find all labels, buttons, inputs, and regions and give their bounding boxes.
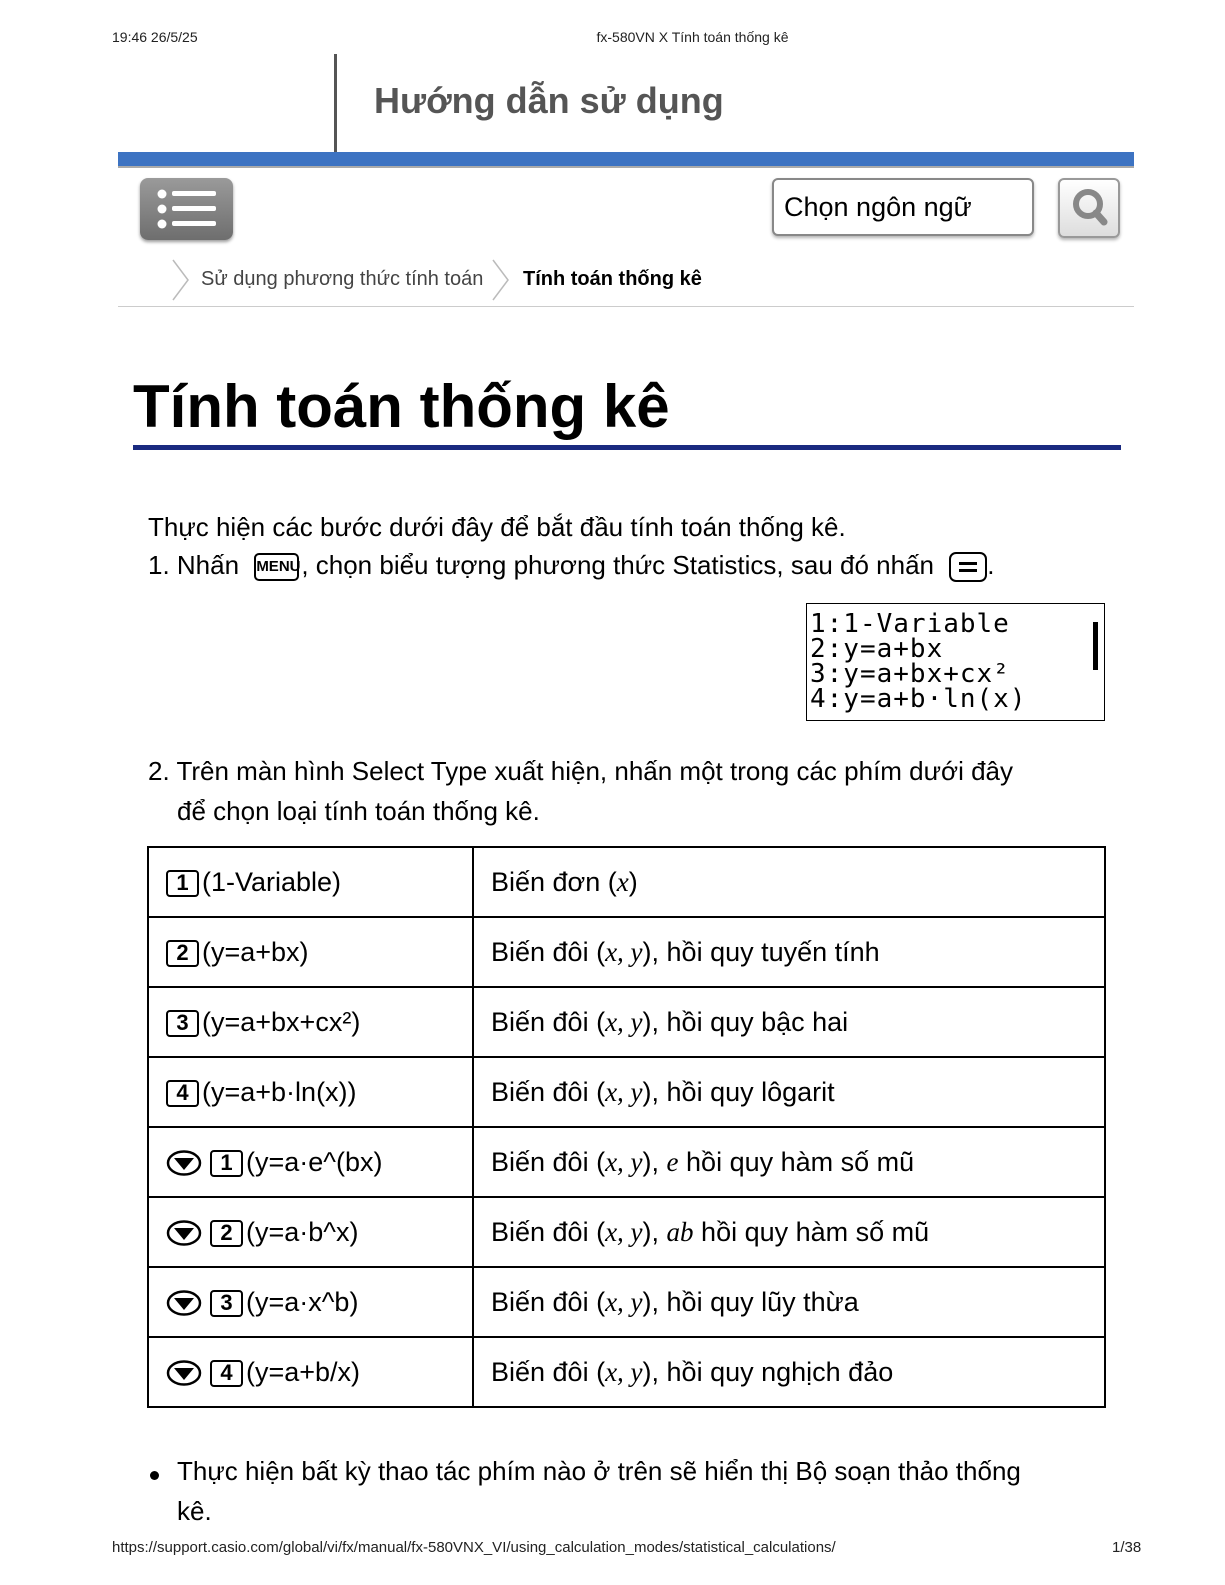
desc-tail: hồi quy hàm số mũ — [678, 1146, 915, 1177]
number-key: 1 — [166, 870, 199, 897]
desc-prefix: Biến đôi ( — [491, 1076, 606, 1107]
menu-key: MENU — [254, 553, 299, 581]
desc-variables: x, y — [605, 1076, 643, 1107]
step-2-line1: 2. Trên màn hình Select Type xuất hiện, nhấn một trong các phím dưới đây — [148, 756, 1014, 786]
type-label: (1-Variable) — [202, 866, 342, 897]
screen-line: 2:y=a+bx — [810, 634, 944, 664]
list-menu-icon — [140, 178, 233, 240]
print-doc-title: fx-580VN X Tính toán thống kê — [596, 29, 789, 45]
desc-variables: x — [616, 866, 629, 897]
key-cell — [148, 847, 473, 917]
number-key: 4 — [166, 1080, 199, 1107]
calculator-screen — [806, 603, 1105, 721]
key-cell — [148, 1197, 473, 1267]
desc-suffix: ), hồi quy tuyến tính — [642, 936, 880, 967]
breadcrumb-separator-icon — [170, 258, 192, 302]
key-cell — [148, 1057, 473, 1127]
bullet-dot — [150, 1471, 159, 1480]
desc-prefix: Biến đôi ( — [491, 1216, 606, 1247]
number-key: 3 — [166, 1010, 199, 1037]
description-cell — [473, 987, 1105, 1057]
description-cell — [473, 1267, 1105, 1337]
desc-suffix: ), hồi quy lôgarit — [642, 1076, 835, 1107]
breadcrumb-current: Tính toán thống kê — [523, 268, 702, 290]
table-row — [148, 1127, 1105, 1197]
type-label: (y=a·b^x) — [246, 1216, 359, 1247]
key-cell — [148, 917, 473, 987]
description-cell — [473, 1337, 1105, 1407]
desc-variables: x, y — [605, 1286, 643, 1317]
screen-line: 4:y=a+b·ln(x) — [810, 684, 1027, 714]
down-arrow-key-icon — [166, 1360, 202, 1386]
desc-tail: hồi quy hàm số mũ — [693, 1216, 930, 1247]
type-label: (y=a·e^(bx) — [246, 1146, 383, 1177]
menu-button[interactable] — [140, 178, 233, 240]
description-cell — [473, 917, 1105, 987]
down-arrow-key-icon — [166, 1290, 202, 1316]
step-1-prefix: 1. Nhấn — [148, 550, 240, 580]
desc-variables: x, y — [605, 1006, 643, 1037]
breadcrumb-separator-icon — [490, 258, 512, 302]
number-key: 2 — [210, 1220, 243, 1247]
desc-variables: x, y — [605, 1356, 643, 1387]
desc-variables: x, y — [605, 936, 643, 967]
execute-key-icon — [949, 552, 987, 582]
header-divider — [334, 54, 337, 152]
key-cell — [148, 1267, 473, 1337]
desc-suffix: ), hồi quy bậc hai — [642, 1006, 849, 1037]
step-1 — [148, 550, 994, 582]
description-cell — [473, 1057, 1105, 1127]
search-button[interactable] — [1058, 178, 1120, 238]
type-label: (y=a+b·ln(x)) — [202, 1076, 357, 1107]
desc-italic: ab — [666, 1216, 694, 1247]
type-label: (y=a·x^b) — [246, 1286, 359, 1317]
desc-prefix: Biến đôi ( — [491, 1006, 606, 1037]
desc-prefix: Biến đôi ( — [491, 1286, 606, 1317]
table-row — [148, 987, 1105, 1057]
number-key: 1 — [210, 1150, 243, 1177]
table-row — [148, 1267, 1105, 1337]
desc-variables: x, y — [605, 1146, 643, 1177]
number-key: 2 — [166, 940, 199, 967]
table-row — [148, 1057, 1105, 1127]
key-cell — [148, 1127, 473, 1197]
footer-page-number: 1/38 — [1112, 1539, 1142, 1556]
search-icon — [1060, 180, 1118, 236]
description-cell — [473, 1127, 1105, 1197]
number-key: 4 — [210, 1360, 243, 1387]
desc-prefix: Biến đôi ( — [491, 1146, 606, 1177]
key-cell — [148, 987, 473, 1057]
desc-suffix: ), — [642, 1146, 667, 1177]
desc-suffix: ), — [642, 1216, 667, 1247]
title-underline — [133, 445, 1121, 450]
header-bar — [118, 152, 1134, 168]
table-row — [148, 1337, 1105, 1407]
down-arrow-key-icon — [166, 1150, 202, 1176]
type-label: (y=a+bx) — [202, 936, 309, 967]
language-select[interactable]: Chọn ngôn ngữ — [772, 178, 1034, 236]
key-cell — [148, 1337, 473, 1407]
breadcrumb-item[interactable]: Sử dụng phương thức tính toán — [201, 268, 484, 290]
step-1-suffix: . — [987, 550, 995, 580]
number-key: 3 — [210, 1290, 243, 1317]
desc-prefix: Biến đôi ( — [491, 936, 606, 967]
statistics-types-table — [147, 846, 1106, 1408]
step-2-line2: để chọn loại tính toán thống kê. — [177, 796, 540, 826]
bullet-text-line2: kê. — [177, 1496, 212, 1526]
screen-line: 3:y=a+bx+cx² — [810, 659, 1010, 689]
desc-suffix: ), hồi quy nghịch đảo — [642, 1356, 894, 1387]
page-title: Tính toán thống kê — [133, 373, 670, 440]
desc-italic: e — [666, 1146, 679, 1177]
table-row — [148, 917, 1105, 987]
step-1-middle: , chọn biểu tượng phương thức Statistics, sau đó nhấn — [301, 550, 934, 580]
desc-variables: x, y — [605, 1216, 643, 1247]
table-row — [148, 847, 1105, 917]
type-label: (y=a+b/x) — [246, 1356, 361, 1387]
desc-prefix: Biến đôi ( — [491, 1356, 606, 1387]
screen-scrollbar — [1093, 622, 1098, 670]
description-cell — [473, 847, 1105, 917]
footer-url: https://support.casio.com/global/vi/fx/manual/fx-580VNX_VI/using_calculation_modes/statistical_calculations/ — [112, 1539, 836, 1556]
print-datetime: 19:46 26/5/25 — [112, 29, 198, 45]
breadcrumb-divider — [118, 306, 1134, 307]
desc-prefix: Biến đơn ( — [491, 866, 617, 897]
intro-text: Thực hiện các bước dưới đây để bắt đầu tính toán thống kê. — [148, 512, 846, 542]
desc-suffix: ), hồi quy lũy thừa — [642, 1286, 859, 1317]
table-row — [148, 1197, 1105, 1267]
desc-suffix: ) — [628, 866, 638, 897]
down-arrow-key-icon — [166, 1220, 202, 1246]
description-cell — [473, 1197, 1105, 1267]
manual-title: Hướng dẫn sử dụng — [374, 80, 724, 121]
type-label: (y=a+bx+cx²) — [202, 1006, 361, 1037]
bullet-text-line1: Thực hiện bất kỳ thao tác phím nào ở trên sẽ hiển thị Bộ soạn thảo thống — [177, 1456, 1021, 1486]
screen-line: 1:1-Variable — [810, 609, 1010, 639]
